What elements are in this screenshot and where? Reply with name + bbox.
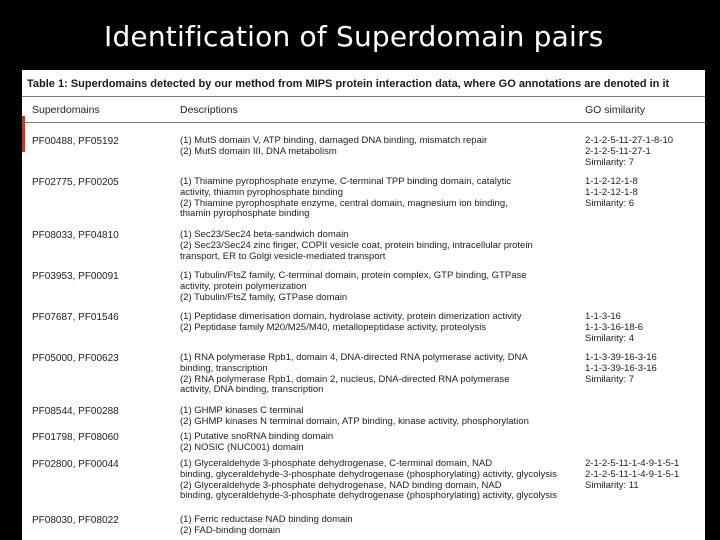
slide-title: Identification of Superdomain pairs — [104, 20, 604, 53]
header-superdomains: Superdomains — [32, 104, 100, 116]
table-panel — [22, 70, 705, 540]
description-line: (1) Ferric reductase NAD binding domain — [180, 514, 353, 525]
go-line: Similarity: 7 — [585, 373, 635, 385]
go-line: 1-1-3-39-16-3-16 — [585, 362, 657, 374]
superdomain-ids: PF00488, PF05192 — [32, 136, 119, 147]
description-line: (1) Putative snoRNA binding domain — [180, 431, 334, 442]
go-line: Similarity: 7 — [585, 156, 635, 168]
superdomain-ids: PF08030, PF08022 — [32, 515, 119, 526]
description-line: transport, ER to Golgi vesicle-mediated transport — [180, 250, 386, 262]
description-line: (1) RNA polymerase Rpb1, domain 4, DNA-directed RNA polymerase activity, DNA — [180, 352, 528, 363]
description-line: (2) NOSIC (NUC001) domain — [180, 441, 304, 453]
row-description — [180, 177, 511, 220]
go-line: Similarity: 11 — [585, 479, 639, 491]
superdomain-ids: PF02800, PF00044 — [32, 459, 119, 470]
description-line: (1) Sec23/Sec24 beta-sandwich domain — [180, 229, 349, 240]
go-line: 1-1-2-12-1-8 — [585, 176, 638, 187]
description-line: (2) RNA polymerase Rpb1, domain 2, nucleus, DNA-directed RNA polymerase — [180, 373, 510, 385]
description-line: (1) Thiamine pyrophosphate enzyme, C-terminal TPP binding domain, catalytic — [180, 176, 512, 187]
go-line: Similarity: 6 — [585, 197, 635, 209]
go-line: 1-1-2-12-1-8 — [585, 186, 638, 198]
row-description — [180, 271, 527, 303]
go-line: Similarity: 4 — [585, 332, 635, 344]
description-line: (1) GHMP kinases C terminal — [180, 405, 304, 416]
go-line: 2-1-2-5-11-1-4-9-1-5-1 — [585, 468, 680, 480]
description-line: (2) MutS domain III, DNA metabolism — [180, 145, 337, 157]
go-similarity — [585, 136, 673, 168]
description-line: binding, glyceraldehyde-3-phosphate dehydrogenase (phosphorylating) activity, glycolysis — [180, 468, 557, 480]
go-similarity — [585, 353, 657, 385]
description-line: activity, protein polymerization — [180, 280, 307, 292]
description-line: thiamin pyrophosphate binding — [180, 208, 310, 220]
description-line: (2) Sec23/Sec24 zinc finger, COPII vesicle coat, protein binding, intracellular protein — [180, 239, 533, 251]
superdomain-ids: PF01798, PF08060 — [32, 432, 119, 443]
description-line: (2) Tubulin/FtsZ family, GTPase domain — [180, 291, 348, 303]
row-description — [180, 312, 521, 334]
description-line: (1) Tubulin/FtsZ family, C-terminal domain, protein complex, GTP binding, GTPase — [180, 270, 527, 281]
go-line: 2-1-2-5-11-27-1 — [585, 145, 651, 157]
description-line: (1) Peptidase dimerisation domain, hydrolase activity, protein dimerization activity — [180, 311, 522, 322]
description-line: binding, glyceraldehyde-3-phosphate dehydrogenase (phosphorylating) activity, glycolysis — [180, 490, 557, 502]
header-go-similarity: GO similarity — [585, 104, 646, 116]
go-similarity — [585, 459, 679, 491]
description-line: (2) Glyceraldehyde 3-phosphate dehydrogenase, NAD binding domain, NAD — [180, 479, 502, 491]
row-description — [180, 353, 528, 396]
description-line: (2) Thiamine pyrophosphate enzyme, central domain, magnesium ion binding, — [180, 197, 508, 209]
table-caption: Table 1: Superdomains detected by our method from MIPS protein interaction data, where GO annotations are denoted in it — [27, 78, 670, 90]
description-line: activity, DNA binding, transcription — [180, 384, 324, 396]
header-descriptions: Descriptions — [180, 104, 238, 116]
go-line: 2-1-2-5-11-27-1-8-10 — [585, 135, 674, 146]
description-line: binding, transcription — [180, 362, 268, 374]
description-line: (2) GHMP kinases N terminal domain, ATP binding, kinase activity, phosphorylation — [180, 415, 529, 427]
row-description — [180, 136, 487, 158]
go-line: 1-1-3-16-18-6 — [585, 321, 644, 333]
go-similarity — [585, 177, 638, 209]
go-line: 2-1-2-5-11-1-4-9-1-5-1 — [585, 458, 680, 469]
superdomain-ids: PF02775, PF00205 — [32, 177, 119, 188]
description-line: (2) Peptidase family M20/M25/M40, metallopeptidase activity, proteolysis — [180, 321, 487, 333]
superdomain-ids: PF03953, PF00091 — [32, 271, 119, 282]
superdomain-ids: PF07687, PF01546 — [32, 312, 119, 323]
row-description — [180, 432, 333, 454]
go-line: 1-1-3-39-16-3-16 — [585, 352, 657, 363]
row-description — [180, 515, 353, 537]
row-description — [180, 230, 533, 262]
description-line: activity, thiamin pyrophosphate binding — [180, 186, 344, 198]
header-rule — [22, 122, 705, 123]
table-top-rule — [22, 96, 705, 97]
go-line: 1-1-3-16 — [585, 311, 621, 322]
row-description — [180, 459, 557, 502]
description-line: (2) FAD-binding domain — [180, 524, 281, 536]
description-line: (1) MutS domain V, ATP binding, damaged DNA binding, mismatch repair — [180, 135, 488, 146]
row-description — [180, 406, 529, 428]
superdomain-ids: PF08544, PF00288 — [32, 406, 119, 417]
superdomain-ids: PF08033, PF04810 — [32, 230, 119, 241]
description-line: (1) Glyceraldehyde 3-phosphate dehydrogenase, C-terminal domain, NAD — [180, 458, 493, 469]
superdomain-ids: PF05000, PF00623 — [32, 353, 119, 364]
go-similarity — [585, 312, 643, 344]
